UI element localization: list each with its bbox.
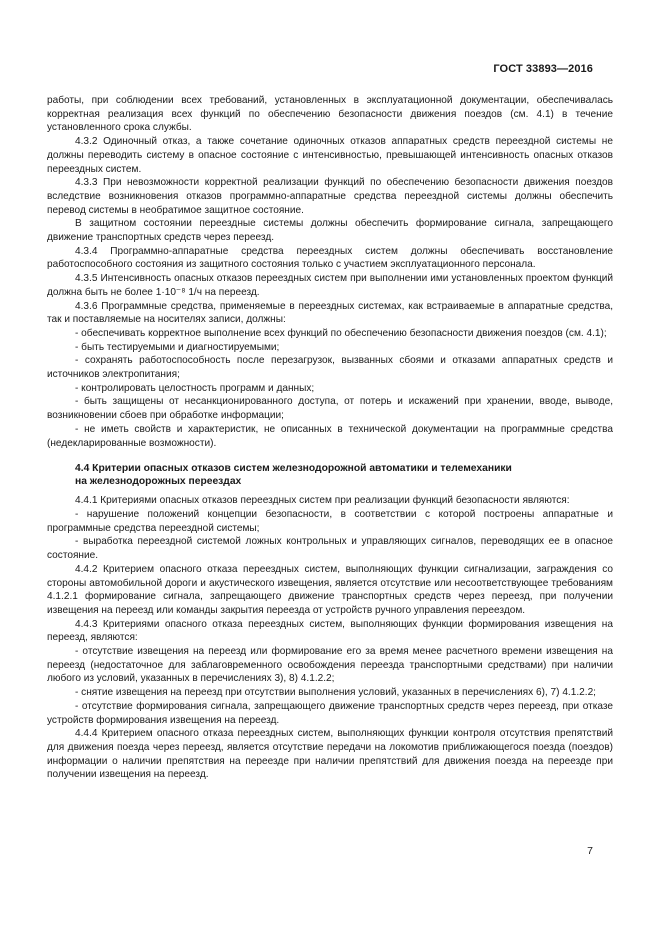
section-heading-4-4: [47, 462, 613, 488]
list-item: - нарушение положений концепции безопасности, в соответствии с которой построены аппаратные и программные средства переездной системы;: [47, 508, 613, 534]
list-item: - отсутствие формирования сигнала, запрещающего движение транспортных средств через переезд, при отказе устройств формирования извещения на переезд.: [47, 700, 613, 726]
paragraph-4-3-4: 4.3.4 Программно-аппаратные средства переездных систем должны обеспечивать восстановление работоспособного состояния из защитного состояния только с участием эксплуатационного персонала.: [47, 245, 613, 271]
paragraph-4-4-1: 4.4.1 Критериями опасных отказов переездных систем при реализации функций безопасности являются:: [75, 495, 570, 507]
paragraph-4-3-2: 4.3.2 Одиночный отказ, а также сочетание одиночных отказов аппаратных средств переездной системы не должны переводить систему в опасное состояние с интенсивностью, превышающей интенсивность опасных отказов переездных систем.: [47, 136, 613, 175]
paragraph: работы, при соблюдении всех требований, установленных в эксплуатационной документации, обеспечивалась корректная реализация всех функций по обеспечению безопасности движения поездов (см. 4.1) в течение установленного срока службы.: [47, 95, 613, 134]
paragraph-4-3-5: 4.3.5 Интенсивность опасных отказов переездных систем при выполнении ими установленных проектом функций должна быть не более 1·10⁻⁸ 1/ч на переезд.: [47, 273, 613, 298]
list-item: - быть защищены от несанкционированного доступа, от потерь и искажений при хранении, вводе, выводе, возникновении сбоев при обработке информации;: [47, 396, 613, 422]
document-code: ГОСТ 33893—2016: [493, 63, 593, 75]
section-heading-line: 4.4 Критерии опасных отказов систем железнодорожной автоматики и телемеханики: [75, 463, 512, 475]
paragraph-4-4-3: 4.4.3 Критериями опасного отказа переездных систем, выполняющих функции формирования извещения на переезд, являются:: [47, 618, 613, 644]
list-item: - снятие извещения на переезд при отсутствии выполнения условий, указанных в перечислениях 6), 7) 4.1.2.2;: [75, 687, 596, 699]
list-item: - быть тестируемыми и диагностируемыми;: [75, 341, 280, 353]
paragraph-4-3-3: 4.3.3 При невозможности корректной реализации функций по обеспечению безопасности движения поездов вследствие возникновения отказов программно-аппаратные средства переездной системы должны обеспечить перевод системы в необратимое защитное состояние.: [47, 177, 613, 216]
list-item: - не иметь свойств и характеристик, не описанных в технической документации на программные средства (недекларированные возможности).: [47, 423, 613, 449]
list-item: - сохранять работоспособность после перезагрузок, вызванных сбоями и отказами аппаратных средств и источников электропитания;: [47, 355, 613, 381]
paragraph: В защитном состоянии переездные системы должны обеспечить формирование сигнала, запрещающего движение транспортных средств через переезд.: [47, 218, 613, 244]
page-number: 7: [587, 845, 593, 857]
document-body: [47, 94, 613, 782]
list-item: - контролировать целостность программ и данных;: [75, 382, 315, 394]
paragraph-4-3-6: 4.3.6 Программные средства, применяемые в переездных системах, как встраиваемые в аппаратные средства, так и поставляемые на носителях записи, должны:: [47, 300, 613, 326]
paragraph-4-4-2: 4.4.2 Критерием опасного отказа переездных систем, выполняющих функции сигнализации, заграждения со стороны автомобильной дороги и акустического извещения, является отсутствие или несоответствующее требованиям 4.1.2.1 формирование сигнала, запрещающего движение транспортных средств через переезд, при получении извещения на переезд или команды закрытия переезда от устройств ручного управления переездом.: [47, 563, 613, 616]
list-item: - выработка переездной системой ложных контрольных и управляющих сигналов, переводящих ее в опасное состояние.: [47, 536, 613, 562]
paragraph-4-4-4: 4.4.4 Критерием опасного отказа переездных систем, выполняющих функции контроля отсутствия препятствий для движения поезда через переезд, является отсутствие передачи на локомотив приближающегося поезда (поездов) информации о наличии препятствия на переезде при наличии препятствий для движения поезда на переезде при получении извещения на переезд.: [47, 728, 613, 781]
list-item: - обеспечивать корректное выполнение всех функций по обеспечению безопасности движения поездов (см. 4.1);: [75, 327, 607, 339]
list-item: - отсутствие извещения на переезд или формирование его за время менее расчетного времени извещения на переезд (недостаточное для заблаговременного освобождения переезда транспортными средствами) при наличии любого из условий, указанных в перечислениях 3), 8) 4.1.2.2;: [47, 646, 613, 685]
section-heading-line: на железнодорожных переездах: [75, 476, 242, 488]
